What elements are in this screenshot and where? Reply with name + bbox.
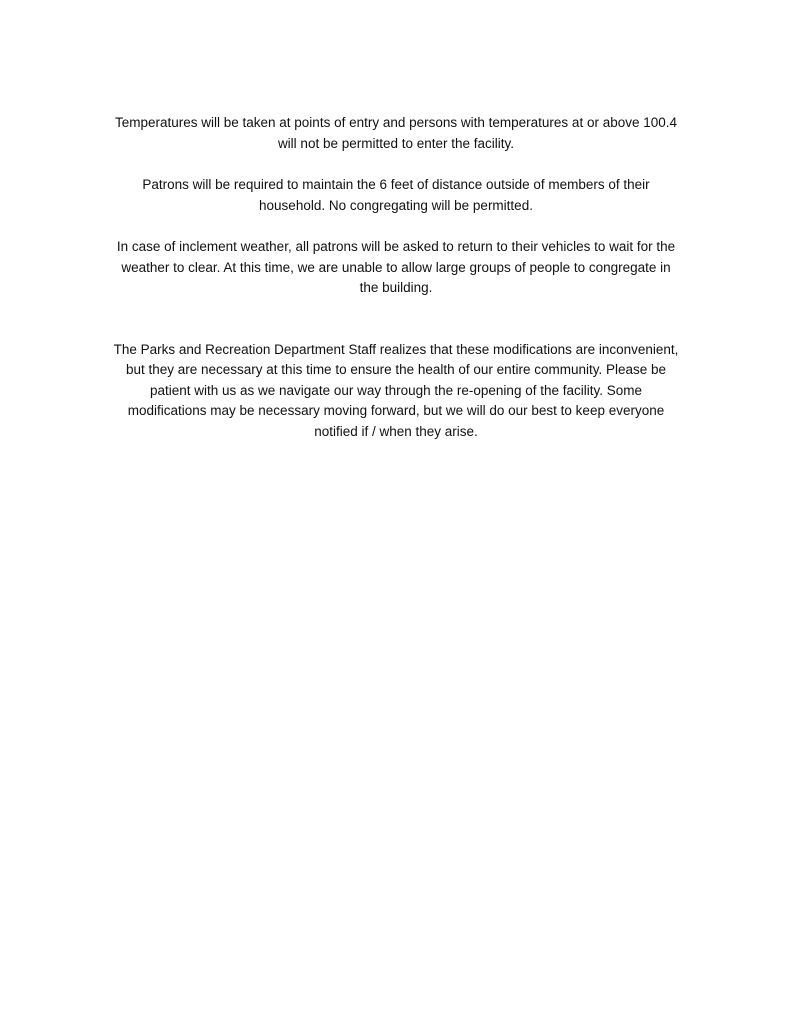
paragraph-line: patient with us as we navigate our way through the re-opening of the facility. Some	[149, 382, 643, 398]
document-body	[90, 113, 702, 442]
paragraph-spacer	[90, 154, 702, 175]
paragraph-line: Patrons will be required to maintain the 6 feet of distance outside of members of their	[142, 177, 650, 192]
paragraph-line: modifications may be necessary moving forward, but we will do our best to keep everyone	[127, 403, 665, 418]
paragraph-line: The Parks and Recreation Department Staff realizes that these modifications are inconvenient,	[113, 341, 679, 357]
paragraph-inclement-weather	[90, 237, 702, 299]
paragraph-line: household. No congregating will be permitted.	[259, 197, 533, 213]
paragraph-line: Temperatures will be taken at points of entry and persons with temperatures at or above 100.4	[114, 115, 678, 130]
paragraph-spacer	[90, 216, 702, 237]
paragraph-temperature-screening	[90, 113, 702, 154]
paragraph-staff-notice	[90, 340, 702, 443]
paragraph-line: weather to clear. At this time, we are unable to allow large groups of people to congregate in	[121, 259, 671, 275]
paragraph-line: the building.	[359, 280, 433, 295]
paragraph-line: In case of inclement weather, all patrons will be asked to return to their vehicles to wait for the	[116, 239, 676, 254]
paragraph-line: notified if / when they arise.	[314, 423, 478, 439]
paragraph-line: but they are necessary at this time to ensure the health of our entire community. Please be	[125, 362, 667, 377]
paragraph-spacer	[90, 299, 702, 340]
paragraph-social-distancing	[90, 175, 702, 216]
paragraph-line: will not be permitted to enter the facility.	[277, 135, 515, 151]
